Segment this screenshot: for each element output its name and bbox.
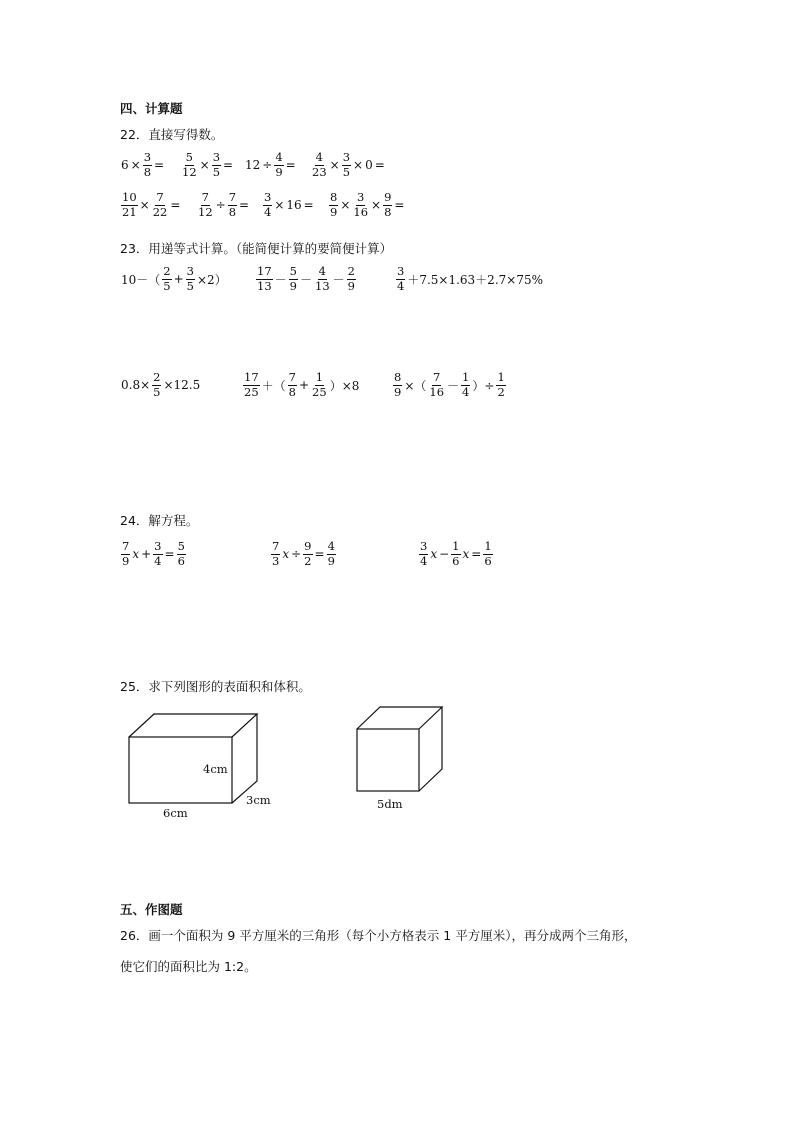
question-25-title: 25．求下列图形的表面积和体积。 <box>120 679 311 694</box>
fraction: $\frac{3}{5}$ <box>212 150 221 179</box>
q23-r2-e1: 0.8× $\frac{2}{5}$ ×12.5 <box>121 370 201 399</box>
fraction: $\frac{3}{5}$ <box>342 150 351 179</box>
q22-r2-e4: $\frac{8}{9}$ × $\frac{3}{16}$ × $\frac{9}{8}$ = <box>330 190 405 219</box>
q23-r1-e1: 10－（ 2 5 + $\frac{3}{5}$ ×2） <box>121 264 227 293</box>
fraction: $\frac{10}{21}$ <box>122 190 137 219</box>
fraction: 7 8 <box>288 370 296 399</box>
question-24-title: 24．解方程。 <box>120 513 199 528</box>
cuboid-height-label: 4cm <box>203 762 228 776</box>
q23-r1-e2: 17 13 － 5 9 － 4 13 － 2 9 <box>257 264 355 293</box>
q23-row-2 <box>120 372 507 398</box>
fraction: 1 4 <box>462 370 470 399</box>
fraction: $\frac{1}{6}$ <box>484 539 492 568</box>
fraction: $\frac{7}{8}$ <box>228 190 237 219</box>
fraction: $\frac{5}{6}$ <box>177 539 185 568</box>
cuboid-length-label: 6cm <box>163 806 188 820</box>
cube-top-face <box>357 707 442 729</box>
fraction: 2 5 <box>163 264 171 293</box>
fraction: 3 4 <box>420 539 428 568</box>
fraction: $\frac{7}{12}$ <box>198 190 213 219</box>
fraction: $\frac{3}{8}$ <box>143 150 152 179</box>
fraction: $\frac{4}{23}$ <box>312 150 327 179</box>
fraction: $\frac{4}{9}$ <box>275 150 283 179</box>
cube-figure <box>357 707 442 791</box>
cube-side-edges <box>419 707 442 791</box>
question-23-title: 23．用递等式计算。（能简便计算的要简便计算） <box>120 241 393 256</box>
q22-r2-e2: $\frac{7}{12}$ ÷ $\frac{7}{8}$ = <box>198 190 250 219</box>
fraction: $\frac{1}{2}$ <box>497 370 505 399</box>
cube-edge-label: 5dm <box>377 797 403 811</box>
question-26-line-1: 26．画一个面积为 9 平方厘米的三角形（每个小方格表示 1 平方厘米），再分成两个三角形， <box>120 928 637 943</box>
cuboid-top-face <box>129 714 257 737</box>
fraction: $\frac{9}{8}$ <box>384 190 392 219</box>
fraction: $\frac{1}{6}$ <box>452 539 460 568</box>
fraction: $\frac{7}{22}$ <box>152 190 168 219</box>
section-title-calc: 四、计算题 <box>120 101 183 116</box>
question-26-line-2: 使它们的面积比为 1:2。 <box>120 959 257 974</box>
q22-r1-e2: $\frac{5}{12}$ × $\frac{3}{5}$ = <box>182 150 234 179</box>
fraction: 17 25 <box>244 370 259 399</box>
fraction: $\frac{1}{25}$ <box>312 370 327 399</box>
q23-r2-e2: 17 25 ＋（ 7 8 + $\frac{1}{25}$ ）×8 <box>244 370 360 399</box>
fraction: $\frac{8}{9}$ <box>394 370 402 399</box>
fraction: $\frac{4}{9}$ <box>327 539 335 568</box>
q24-e1: 7 9 x + $\frac{3}{4}$ = $\frac{5}{6}$ <box>122 539 185 568</box>
cube-front-face <box>357 729 419 791</box>
fraction: $\frac{8}{9}$ <box>330 190 338 219</box>
fraction: $\frac{3}{5}$ <box>186 264 194 293</box>
q24-e3: 3 4 x − $\frac{1}{6}$ x = $\frac{1}{6}$ <box>420 539 492 568</box>
fraction: $\frac{5}{12}$ <box>182 150 197 179</box>
q22-r1-e1: 6 × $\frac{3}{8}$ = <box>121 150 165 179</box>
fraction: 7 9 <box>122 539 130 568</box>
q22-r1-e3: 12 ÷ $\frac{4}{9}$ = <box>245 150 296 179</box>
section-title-drawing: 五、作图题 <box>120 902 183 917</box>
fraction: $\frac{2}{5}$ <box>153 370 161 399</box>
fraction: 17 13 <box>257 264 272 293</box>
fraction: 5 9 <box>289 264 297 293</box>
fraction: $\frac{3}{4}$ <box>154 539 162 568</box>
fraction: 2 9 <box>347 264 355 293</box>
q23-r1-e3: 3 4 ＋7.5×1.63＋2.7×75% <box>397 264 543 293</box>
q22-r2-e3: $\frac{3}{4}$ × 16 = <box>264 190 314 219</box>
fraction: $\frac{9}{2}$ <box>304 539 312 568</box>
cuboid-figure <box>129 714 257 803</box>
cuboid-width-label: 3cm <box>246 793 271 807</box>
q25-figures <box>110 700 470 830</box>
q22-row-1 <box>120 152 386 178</box>
q23-r2-e3: $\frac{8}{9}$ ×（ 7 16 － 1 4 ）÷ $\frac{1}{2}$ <box>394 370 505 399</box>
q22-row-2 <box>120 192 405 218</box>
q22-r1-e4: $\frac{4}{23}$ × $\frac{3}{5}$ × 0 = <box>312 150 385 179</box>
cuboid-side-edges <box>232 714 257 803</box>
fraction: 3 4 <box>397 264 405 293</box>
q24-row <box>120 541 494 567</box>
fraction: 4 13 <box>315 264 330 293</box>
fraction: 7 16 <box>429 370 445 399</box>
fraction: $\frac{3}{16}$ <box>353 190 369 219</box>
fraction: $\frac{3}{4}$ <box>264 190 272 219</box>
fraction: 7 3 <box>272 539 280 568</box>
q24-e2: 7 3 x ÷ $\frac{9}{2}$ = $\frac{4}{9}$ <box>272 539 335 568</box>
q23-row-1 <box>120 266 544 292</box>
q22-r2-e1: $\frac{10}{21}$ × $\frac{7}{22}$ = <box>122 190 181 219</box>
question-22-title: 22．直接写得数。 <box>120 127 224 142</box>
